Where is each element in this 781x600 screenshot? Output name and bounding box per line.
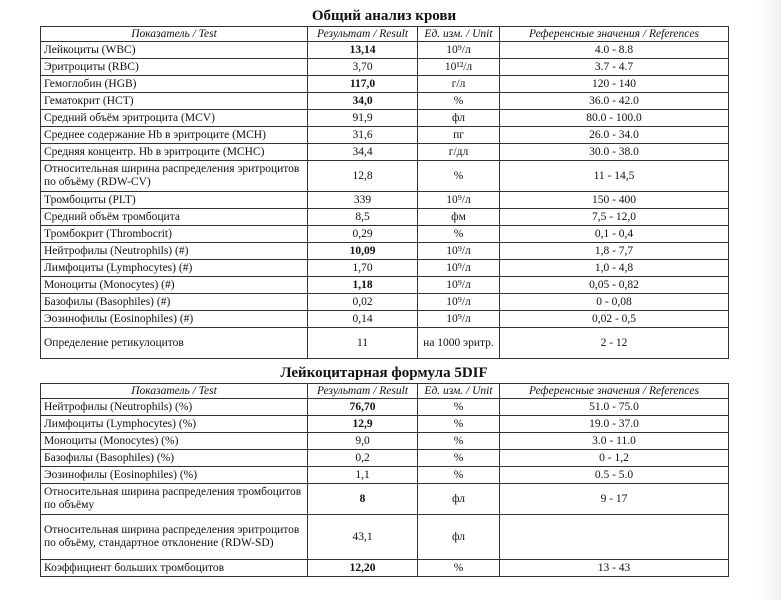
reference-range: 1,8 - 7,7 xyxy=(500,243,729,260)
unit-value: 10⁹/л xyxy=(418,260,500,277)
header-result: Результат / Result xyxy=(308,384,418,399)
table-header-row xyxy=(41,384,729,399)
result-value: 12,20 xyxy=(308,560,418,577)
result-value: 3,70 xyxy=(308,59,418,76)
reference-range: 26.0 - 34.0 xyxy=(500,127,729,144)
unit-value: 10¹²/л xyxy=(418,59,500,76)
test-name: Эозинофилы (Eosinophiles) (#) xyxy=(41,311,308,328)
test-name: Коэффициент больших тромбоцитов xyxy=(41,560,308,577)
reference-range: 0,1 - 0,4 xyxy=(500,226,729,243)
cbc-table xyxy=(40,26,729,359)
reference-range: 0 - 0,08 xyxy=(500,294,729,311)
unit-value: 10⁹/л xyxy=(418,243,500,260)
result-value: 34,0 xyxy=(308,93,418,110)
result-value: 0,02 xyxy=(308,294,418,311)
table-row xyxy=(41,76,729,93)
result-value: 0,2 xyxy=(308,450,418,467)
test-name: Моноциты (Monocytes) (%) xyxy=(41,433,308,450)
test-name: Гемоглобин (HGB) xyxy=(41,76,308,93)
unit-value: 10⁹/л xyxy=(418,311,500,328)
result-value: 13,14 xyxy=(308,42,418,59)
unit-value: % xyxy=(418,467,500,484)
reference-range: 7,5 - 12,0 xyxy=(500,209,729,226)
test-name: Определение ретикулоцитов xyxy=(41,328,308,359)
reference-range: 51.0 - 75.0 xyxy=(500,399,729,416)
test-name: Относительная ширина распределения тромбоцитов по объёму xyxy=(41,484,308,515)
reference-range: 120 - 140 xyxy=(500,76,729,93)
test-name: Средняя концентр. Hb в эритроците (MCHC) xyxy=(41,144,308,161)
table-row xyxy=(41,93,729,110)
table-row xyxy=(41,209,729,226)
section-title-cbc: Общий анализ крови xyxy=(311,8,457,24)
unit-value: % xyxy=(418,399,500,416)
result-value: 0,29 xyxy=(308,226,418,243)
unit-value: % xyxy=(418,416,500,433)
reference-range: 0 - 1,2 xyxy=(500,450,729,467)
table-row xyxy=(41,515,729,560)
table-header-row xyxy=(41,27,729,42)
unit-value: 10⁹/л xyxy=(418,294,500,311)
test-name: Средний объём эритроцита (MCV) xyxy=(41,110,308,127)
result-value: 43,1 xyxy=(308,515,418,560)
reference-range: 4.0 - 8.8 xyxy=(500,42,729,59)
reference-range xyxy=(500,515,729,560)
header-test: Показатель / Test xyxy=(41,27,308,42)
header-references: Референсные значения / References xyxy=(500,384,729,399)
reference-range: 0,02 - 0,5 xyxy=(500,311,729,328)
header-result: Результат / Result xyxy=(308,27,418,42)
test-name: Эритроциты (RBC) xyxy=(41,59,308,76)
page-edge-shadow xyxy=(757,0,781,600)
result-value: 9,0 xyxy=(308,433,418,450)
5dif-table xyxy=(40,383,729,577)
unit-value: фм xyxy=(418,209,500,226)
table-row xyxy=(41,226,729,243)
table-row xyxy=(41,192,729,209)
unit-value: фл xyxy=(418,484,500,515)
test-name: Средний объём тромбоцита xyxy=(41,209,308,226)
table-row xyxy=(41,277,729,294)
result-value: 1,18 xyxy=(308,277,418,294)
table-row xyxy=(41,328,729,359)
table-row xyxy=(41,42,729,59)
reference-range: 11 - 14,5 xyxy=(500,161,729,192)
test-name: Эозинофилы (Eosinophiles) (%) xyxy=(41,467,308,484)
result-value: 8,5 xyxy=(308,209,418,226)
unit-value: 10⁹/л xyxy=(418,42,500,59)
table-row xyxy=(41,243,729,260)
reference-range: 0,05 - 0,82 xyxy=(500,277,729,294)
test-name: Относительная ширина распределения эритроцитов по объёму (RDW-CV) xyxy=(41,161,308,192)
unit-value: % xyxy=(418,161,500,192)
test-name: Базофилы (Basophiles) (%) xyxy=(41,450,308,467)
table-row xyxy=(41,450,729,467)
test-name: Лимфоциты (Lymphocytes) (%) xyxy=(41,416,308,433)
reference-range: 80.0 - 100.0 xyxy=(500,110,729,127)
unit-value: фл xyxy=(418,110,500,127)
reference-range: 3.0 - 11.0 xyxy=(500,433,729,450)
test-name: Среднее содержание Hb в эритроците (MCH) xyxy=(41,127,308,144)
result-value: 12,8 xyxy=(308,161,418,192)
test-name: Гематокрит (HCT) xyxy=(41,93,308,110)
unit-value: 10⁹/л xyxy=(418,277,500,294)
table-row xyxy=(41,260,729,277)
test-name: Моноциты (Monocytes) (#) xyxy=(41,277,308,294)
result-value: 339 xyxy=(308,192,418,209)
test-name: Относительная ширина распределения эритроцитов по объёму, стандартное отклонение (RDW-SD) xyxy=(41,515,308,560)
unit-value: 10⁹/л xyxy=(418,192,500,209)
result-value: 76,70 xyxy=(308,399,418,416)
table-row xyxy=(41,110,729,127)
result-value: 1,1 xyxy=(308,467,418,484)
result-value: 10,09 xyxy=(308,243,418,260)
test-name: Лимфоциты (Lymphocytes) (#) xyxy=(41,260,308,277)
reference-range: 2 - 12 xyxy=(500,328,729,359)
unit-value: % xyxy=(418,450,500,467)
header-test: Показатель / Test xyxy=(41,384,308,399)
unit-value: % xyxy=(418,433,500,450)
reference-range: 30.0 - 38.0 xyxy=(500,144,729,161)
reference-range: 9 - 17 xyxy=(500,484,729,515)
table-row xyxy=(41,467,729,484)
result-value: 91,9 xyxy=(308,110,418,127)
table-row xyxy=(41,311,729,328)
result-value: 31,6 xyxy=(308,127,418,144)
unit-value: % xyxy=(418,93,500,110)
table-row xyxy=(41,127,729,144)
reference-range: 36.0 - 42.0 xyxy=(500,93,729,110)
table-row xyxy=(41,560,729,577)
header-unit: Ед. изм. / Unit xyxy=(418,384,500,399)
result-value: 0,14 xyxy=(308,311,418,328)
test-name: Базофилы (Basophiles) (#) xyxy=(41,294,308,311)
test-name: Лейкоциты (WBC) xyxy=(41,42,308,59)
result-value: 34,4 xyxy=(308,144,418,161)
result-value: 1,70 xyxy=(308,260,418,277)
unit-value: % xyxy=(418,226,500,243)
test-name: Тромбоциты (PLT) xyxy=(41,192,308,209)
result-value: 117,0 xyxy=(308,76,418,93)
unit-value: фл xyxy=(418,515,500,560)
lab-report xyxy=(40,6,728,577)
reference-range: 1,0 - 4,8 xyxy=(500,260,729,277)
test-name: Тромбокрит (Thrombocrit) xyxy=(41,226,308,243)
result-value: 8 xyxy=(308,484,418,515)
table-row xyxy=(41,484,729,515)
table-row xyxy=(41,433,729,450)
unit-value: г/дл xyxy=(418,144,500,161)
reference-range: 3.7 - 4.7 xyxy=(500,59,729,76)
unit-value: г/л xyxy=(418,76,500,93)
table-row xyxy=(41,161,729,192)
reference-range: 13 - 43 xyxy=(500,560,729,577)
unit-value: пг xyxy=(418,127,500,144)
result-value: 11 xyxy=(308,328,418,359)
table-row xyxy=(41,294,729,311)
table-row xyxy=(41,144,729,161)
unit-value: % xyxy=(418,560,500,577)
reference-range: 0.5 - 5.0 xyxy=(500,467,729,484)
header-references: Референсные значения / References xyxy=(500,27,729,42)
reference-range: 19.0 - 37.0 xyxy=(500,416,729,433)
test-name: Нейтрофилы (Neutrophils) (%) xyxy=(41,399,308,416)
reference-range: 150 - 400 xyxy=(500,192,729,209)
table-row xyxy=(41,59,729,76)
unit-value: на 1000 эритр. xyxy=(418,328,500,359)
test-name: Нейтрофилы (Neutrophils) (#) xyxy=(41,243,308,260)
result-value: 12,9 xyxy=(308,416,418,433)
table-row xyxy=(41,399,729,416)
section-title-5dif: Лейкоцитарная формула 5DIF xyxy=(280,365,488,381)
table-row xyxy=(41,416,729,433)
header-unit: Ед. изм. / Unit xyxy=(418,27,500,42)
